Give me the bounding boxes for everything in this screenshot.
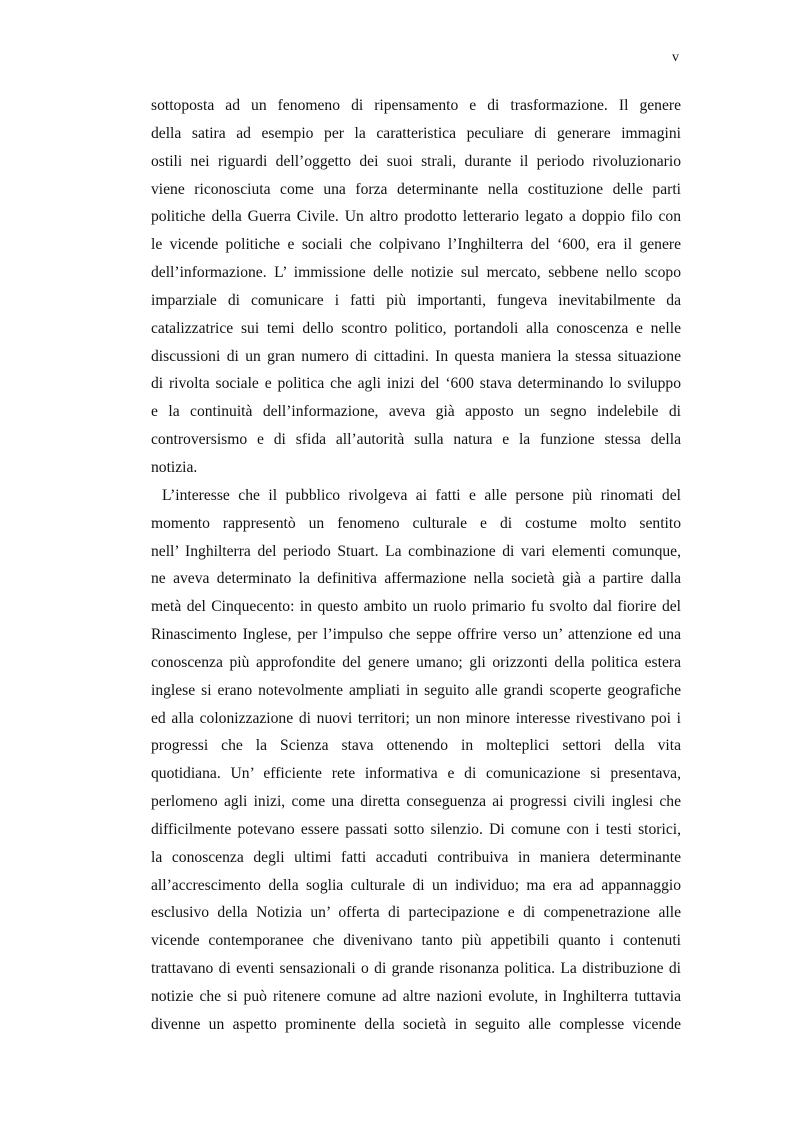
text-line: nell’ Inghilterra del periodo Stuart. La combinazione di vari elementi comunque, <box>151 542 681 560</box>
text-line: sottoposta ad un fenomeno di ripensamento e di trasformazione. Il genere <box>151 97 681 114</box>
text-line: notizie che si può ritenere comune ad altre nazioni evolute, in Inghilterra tuttavia <box>151 988 681 1005</box>
text-line: all’accrescimento della soglia culturale di un individuo; ma era ad appannaggio <box>151 876 681 894</box>
text-line: L’interesse che il pubblico rivolgeva ai fatti e alle persone più rinomati del <box>162 486 681 504</box>
text-line: vicende contemporanee che divenivano tanto più appetibili quanto i contenuti <box>151 932 681 950</box>
text-line: catalizzatrice sui temi dello scontro politico, portandoli alla conoscenza e nelle <box>151 319 681 337</box>
text-line: della satira ad esempio per la caratteristica peculiare di generare immagini <box>151 124 681 142</box>
text-line: ostili nei riguardi dell’oggetto dei suoi strali, durante il periodo rivoluzionario <box>151 152 681 170</box>
text-line: politiche della Guerra Civile. Un altro prodotto letterario legato a doppio filo con <box>151 208 681 226</box>
paragraph-1 <box>151 92 681 482</box>
text-line: metà del Cinquecento: in questo ambito un ruolo primario fu svolto dal fiorire del <box>151 598 681 616</box>
text-line: divenne un aspetto prominente della società in seguito alle complesse vicende <box>151 1015 681 1033</box>
paragraph-2 <box>151 482 681 1039</box>
text-line: notizia. <box>151 458 198 476</box>
text-line: trattavano di eventi sensazionali o di grande risonanza politica. La distribuzione di <box>151 960 681 978</box>
text-line: progressi che la Scienza stava ottenendo in molteplici settori della vita <box>151 737 681 755</box>
text-line: Rinascimento Inglese, per l’impulso che seppe offrire verso un’ attenzione ed una <box>151 626 681 644</box>
text-line: la conoscenza degli ultimi fatti accaduti contribuiva in maniera determinante <box>151 848 681 866</box>
text-line: difficilmente potevano essere passati sotto silenzio. Di comune con i testi storici, <box>151 820 681 838</box>
text-line: imparziale di comunicare i fatti più importanti, fungeva inevitabilmente da <box>151 291 681 309</box>
text-line: quotidiana. Un’ efficiente rete informativa e di comunicazione si presentava, <box>151 765 681 783</box>
text-line: esclusivo della Notizia un’ offerta di partecipazione e di compenetrazione alle <box>151 904 681 922</box>
text-line: di rivolta sociale e politica che agli inizi del ‘600 stava determinando lo sviluppo <box>151 375 681 393</box>
text-line: momento rappresentò un fenomeno culturale e di costume molto sentito <box>151 514 681 532</box>
text-line: le vicende politiche e sociali che colpivano l’Inghilterra del ‘600, era il genere <box>151 236 681 254</box>
text-line: inglese si erano notevolmente ampliati in seguito alle grandi scoperte geografiche <box>151 681 681 699</box>
text-line: discussioni di un gran numero di cittadini. In questa maniera la stessa situazione <box>151 347 681 365</box>
text-line: e la continuità dell’informazione, aveva già apposto un segno indelebile di <box>151 403 681 421</box>
text-line: ne aveva determinato la definitiva affermazione nella società già a partire dalla <box>151 570 681 588</box>
text-line: dell’informazione. L’ immissione delle notizie sul mercato, sebbene nello scopo <box>151 264 681 282</box>
text-line: perlomeno agli inizi, come una diretta conseguenza ai progressi civili inglesi che <box>151 793 681 811</box>
text-line: conoscenza più approfondite del genere umano; gli orizzonti della politica estera <box>151 653 681 671</box>
text-line: viene riconosciuta come una forza determinante nella costituzione delle parti <box>151 180 681 198</box>
page-number: v <box>672 50 679 65</box>
body-text <box>151 92 681 1039</box>
text-line: ed alla colonizzazione di nuovi territori; un non minore interesse rivestivano poi i <box>151 709 681 727</box>
text-line: controversismo e di sfida all’autorità sulla natura e la funzione stessa della <box>151 431 681 449</box>
